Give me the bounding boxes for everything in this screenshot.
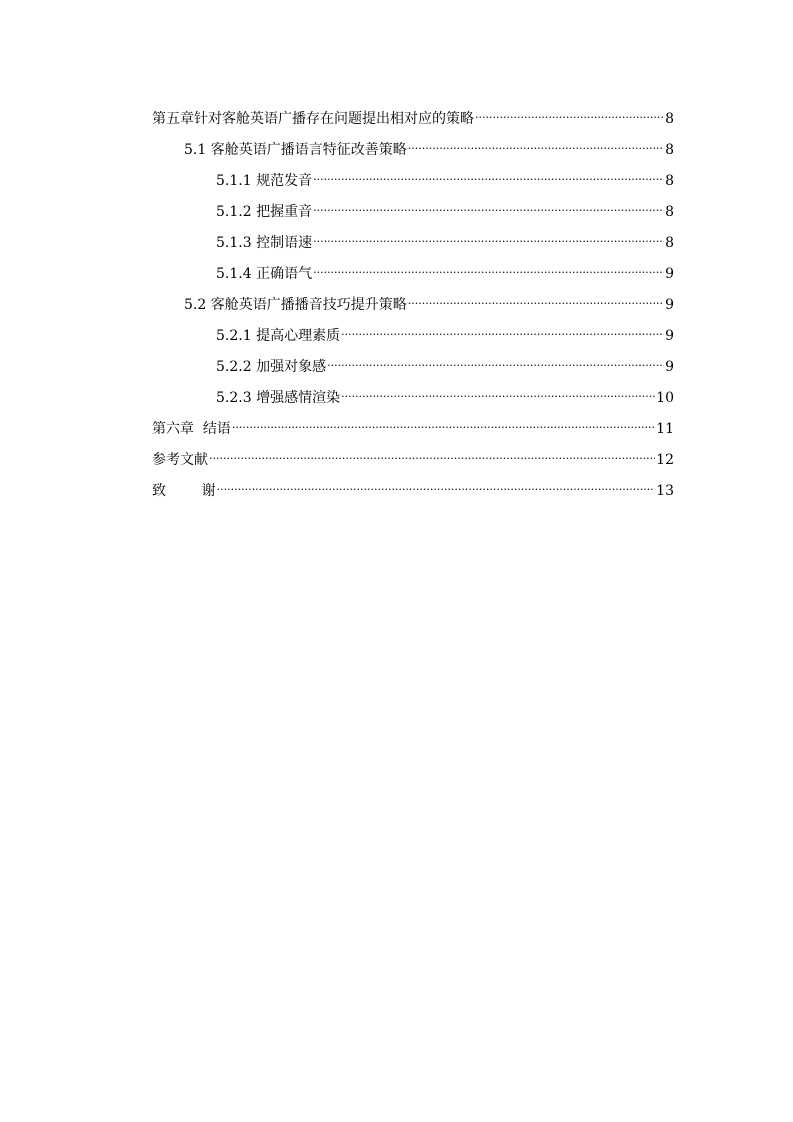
toc-entry-5-1-4[interactable] — [152, 254, 674, 285]
toc-dot-leader — [313, 254, 664, 278]
toc-dot-leader — [408, 285, 664, 309]
toc-entry-chapter-6[interactable] — [152, 409, 674, 440]
toc-page-number: 9 — [665, 297, 674, 313]
toc-entry-5-2-1[interactable] — [152, 316, 674, 347]
toc-dot-leader — [232, 409, 655, 433]
toc-page-number: 10 — [656, 390, 674, 406]
toc-dot-leader — [341, 378, 655, 402]
toc-dot-leader — [475, 99, 664, 123]
toc-entry-title: 第六章 结语 — [152, 421, 231, 437]
toc-entry-chapter-5[interactable] — [152, 99, 674, 130]
toc-entry-title: 参考文献 — [152, 452, 208, 468]
toc-entry-5-1-1[interactable] — [152, 161, 674, 192]
toc-page-number: 8 — [665, 235, 674, 251]
toc-dot-leader — [209, 440, 655, 464]
toc-entry-5-2-3[interactable] — [152, 378, 674, 409]
toc-page-number: 13 — [656, 483, 674, 499]
toc-entry-5-2[interactable] — [152, 285, 674, 316]
toc-dot-leader — [408, 130, 664, 154]
toc-page-number: 8 — [665, 204, 674, 220]
toc-entry-title: 5.1.3 控制语速 — [216, 235, 313, 251]
toc-entry-title: 致 谢 — [152, 483, 216, 499]
toc-entry-title: 5.2 客舱英语广播播音技巧提升策略 — [184, 297, 407, 313]
toc-entry-acknowledgements[interactable] — [152, 471, 674, 502]
toc-page-number: 12 — [656, 452, 674, 468]
toc-page-number: 9 — [665, 328, 674, 344]
toc-entry-title: 5.1.1 规范发音 — [216, 173, 313, 189]
toc-entry-title: 第五章针对客舱英语广播存在问题提出相对应的策略 — [152, 111, 474, 127]
toc-page-number: 8 — [665, 111, 674, 127]
toc-entry-title: 5.2.1 提高心理素质 — [216, 328, 341, 344]
toc-dot-leader — [313, 192, 664, 216]
toc-dot-leader — [313, 161, 664, 185]
toc-page-number: 9 — [665, 359, 674, 375]
toc-entry-title: 5.2.2 加强对象感 — [216, 359, 327, 375]
table-of-contents — [152, 99, 674, 502]
toc-entry-references[interactable] — [152, 440, 674, 471]
toc-entry-5-1[interactable] — [152, 130, 674, 161]
toc-entry-title: 5.2.3 增强感情渲染 — [216, 390, 341, 406]
toc-page-number: 9 — [665, 266, 674, 282]
toc-entry-5-2-2[interactable] — [152, 347, 674, 378]
toc-page-number: 8 — [665, 142, 674, 158]
toc-dot-leader — [217, 471, 656, 495]
toc-entry-5-1-3[interactable] — [152, 223, 674, 254]
toc-entry-5-1-2[interactable] — [152, 192, 674, 223]
toc-entry-title: 5.1.2 把握重音 — [216, 204, 313, 220]
toc-page-number: 8 — [665, 173, 674, 189]
toc-entry-title: 5.1 客舱英语广播语言特征改善策略 — [184, 142, 407, 158]
toc-entry-title: 5.1.4 正确语气 — [216, 266, 313, 282]
toc-page-number: 11 — [656, 421, 674, 437]
toc-dot-leader — [313, 223, 664, 247]
toc-dot-leader — [327, 347, 664, 371]
toc-dot-leader — [341, 316, 664, 340]
